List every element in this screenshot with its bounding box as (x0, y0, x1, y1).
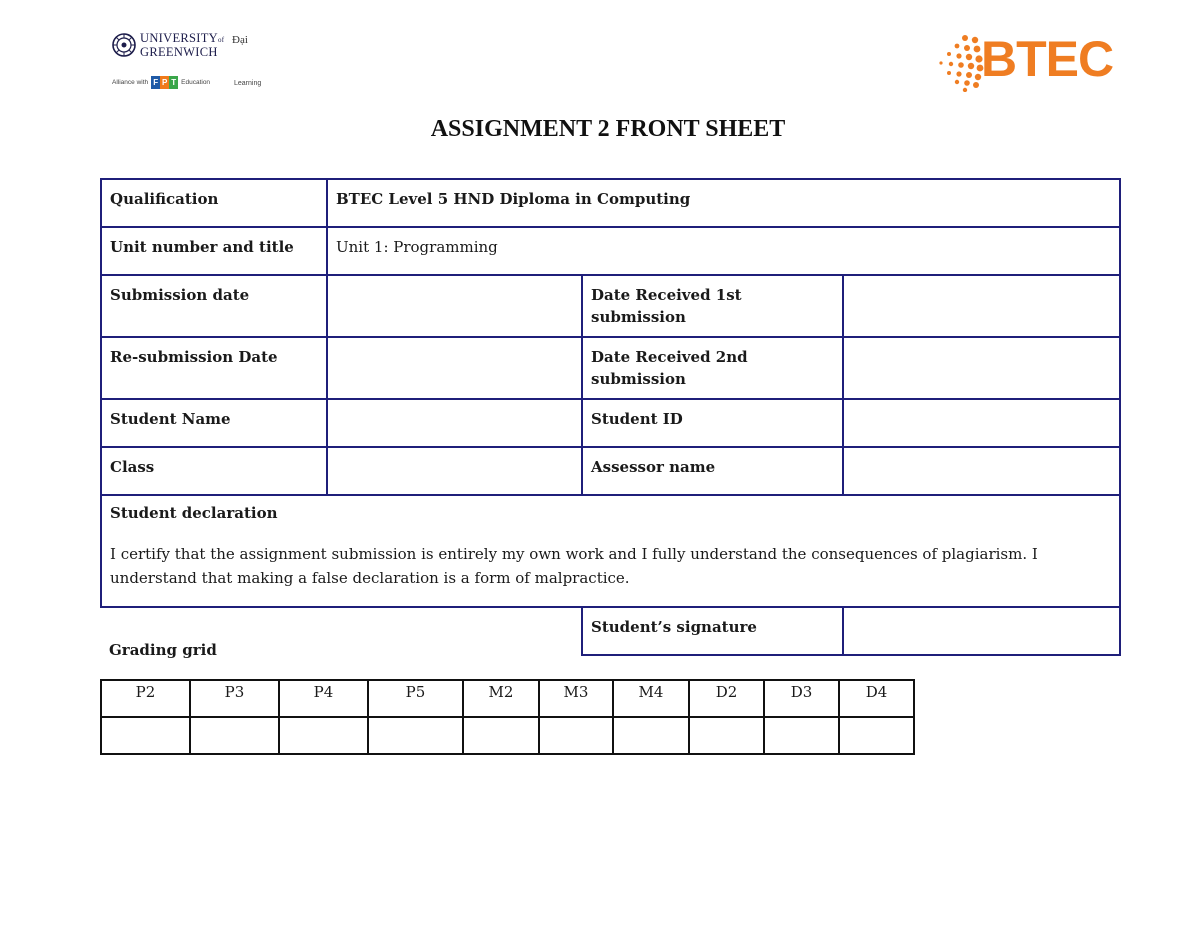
resubmission-row (101, 337, 1120, 399)
grade-cell-m2[interactable] (463, 717, 539, 754)
declaration-title: Student declaration (110, 504, 278, 522)
grade-cell-p3[interactable] (190, 717, 279, 754)
university-name (140, 32, 224, 58)
grade-cell-d2[interactable] (689, 717, 764, 754)
grade-header-p5: P5 (368, 680, 463, 717)
grading-value-row (101, 717, 914, 754)
submission-date-label: Submission date (101, 275, 327, 337)
declaration-body: I certify that the assignment submission is entirely my own work and I fully understand the consequences of plagiarism. I understand that making a false declaration is a form of malpractice. (110, 545, 1038, 587)
btec-logo-text: BTEC (981, 31, 1114, 87)
signature-label: Student’s signature (582, 607, 843, 655)
partner-text: Alliance with (112, 79, 149, 86)
student-name-field[interactable] (327, 399, 582, 447)
student-id-field[interactable] (843, 399, 1120, 447)
unit-row (101, 227, 1120, 275)
btec-dots-icon (935, 34, 985, 92)
grade-cell-p2[interactable] (101, 717, 190, 754)
grade-cell-p4[interactable] (279, 717, 368, 754)
grade-header-p3: P3 (190, 680, 279, 717)
grade-header-p4: P4 (279, 680, 368, 717)
date-received-1-field[interactable] (843, 275, 1120, 337)
student-id-label: Student ID (582, 399, 843, 447)
qualification-value: BTEC Level 5 HND Diploma in Computing (327, 179, 1120, 227)
dai-text: Đại (232, 34, 248, 46)
grade-header-p2: P2 (101, 680, 190, 717)
qualification-row (101, 179, 1120, 227)
university-of-greenwich-logo (112, 28, 262, 98)
date-received-2-label: Date Received 2nd submission (582, 337, 843, 399)
class-field[interactable] (327, 447, 582, 495)
grade-header-m3: M3 (539, 680, 613, 717)
student-declaration (101, 495, 1120, 607)
fpt-letter-p: P (161, 78, 168, 87)
grading-grid-table (100, 679, 915, 755)
signature-row (101, 607, 1120, 655)
grade-header-m4: M4 (613, 680, 689, 717)
qualification-label: Qualification (101, 179, 327, 227)
signature-field[interactable] (843, 607, 1120, 655)
uog-logo-row (112, 32, 224, 58)
grading-grid-label: Grading grid (109, 641, 217, 659)
student-name-label: Student Name (101, 399, 327, 447)
page-title: ASSIGNMENT 2 FRONT SHEET (430, 116, 786, 142)
assessor-name-label: Assessor name (582, 447, 843, 495)
grading-header-row (101, 680, 914, 717)
partner-row (112, 76, 210, 89)
university-name-line2: GREENWICH (140, 45, 218, 59)
class-label: Class (101, 447, 327, 495)
grade-cell-p5[interactable] (368, 717, 463, 754)
grade-cell-m3[interactable] (539, 717, 613, 754)
class-row (101, 447, 1120, 495)
grade-header-d4: D4 (839, 680, 914, 717)
fpt-education-text: Education (181, 79, 211, 86)
resubmission-date-field[interactable] (327, 337, 582, 399)
grade-cell-d3[interactable] (764, 717, 839, 754)
university-name-line1: UNIVERSITY (140, 31, 218, 45)
unit-value: Unit 1: Programming (327, 227, 1120, 275)
grade-header-m2: M2 (463, 680, 539, 717)
university-seal-icon (112, 33, 136, 57)
unit-label: Unit number and title (101, 227, 327, 275)
fpt-letter-t: T (169, 76, 178, 89)
resubmission-date-label: Re-submission Date (101, 337, 327, 399)
submission-date-field[interactable] (327, 275, 582, 337)
partner-extra-text: Learning (234, 80, 262, 87)
date-received-1-label: Date Received 1st submission (582, 275, 843, 337)
grade-cell-d4[interactable] (839, 717, 914, 754)
grade-cell-m4[interactable] (613, 717, 689, 754)
assessor-name-field[interactable] (843, 447, 1120, 495)
declaration-row (101, 495, 1120, 607)
grade-header-d2: D2 (689, 680, 764, 717)
student-row (101, 399, 1120, 447)
date-received-2-field[interactable] (843, 337, 1120, 399)
btec-logo (935, 31, 1120, 92)
fpt-logo (151, 76, 178, 89)
grade-header-d3: D3 (764, 680, 839, 717)
front-sheet-table (100, 178, 1121, 656)
fpt-letter-f: F (151, 76, 160, 89)
submission-row (101, 275, 1120, 337)
university-name-of: of (218, 36, 225, 44)
